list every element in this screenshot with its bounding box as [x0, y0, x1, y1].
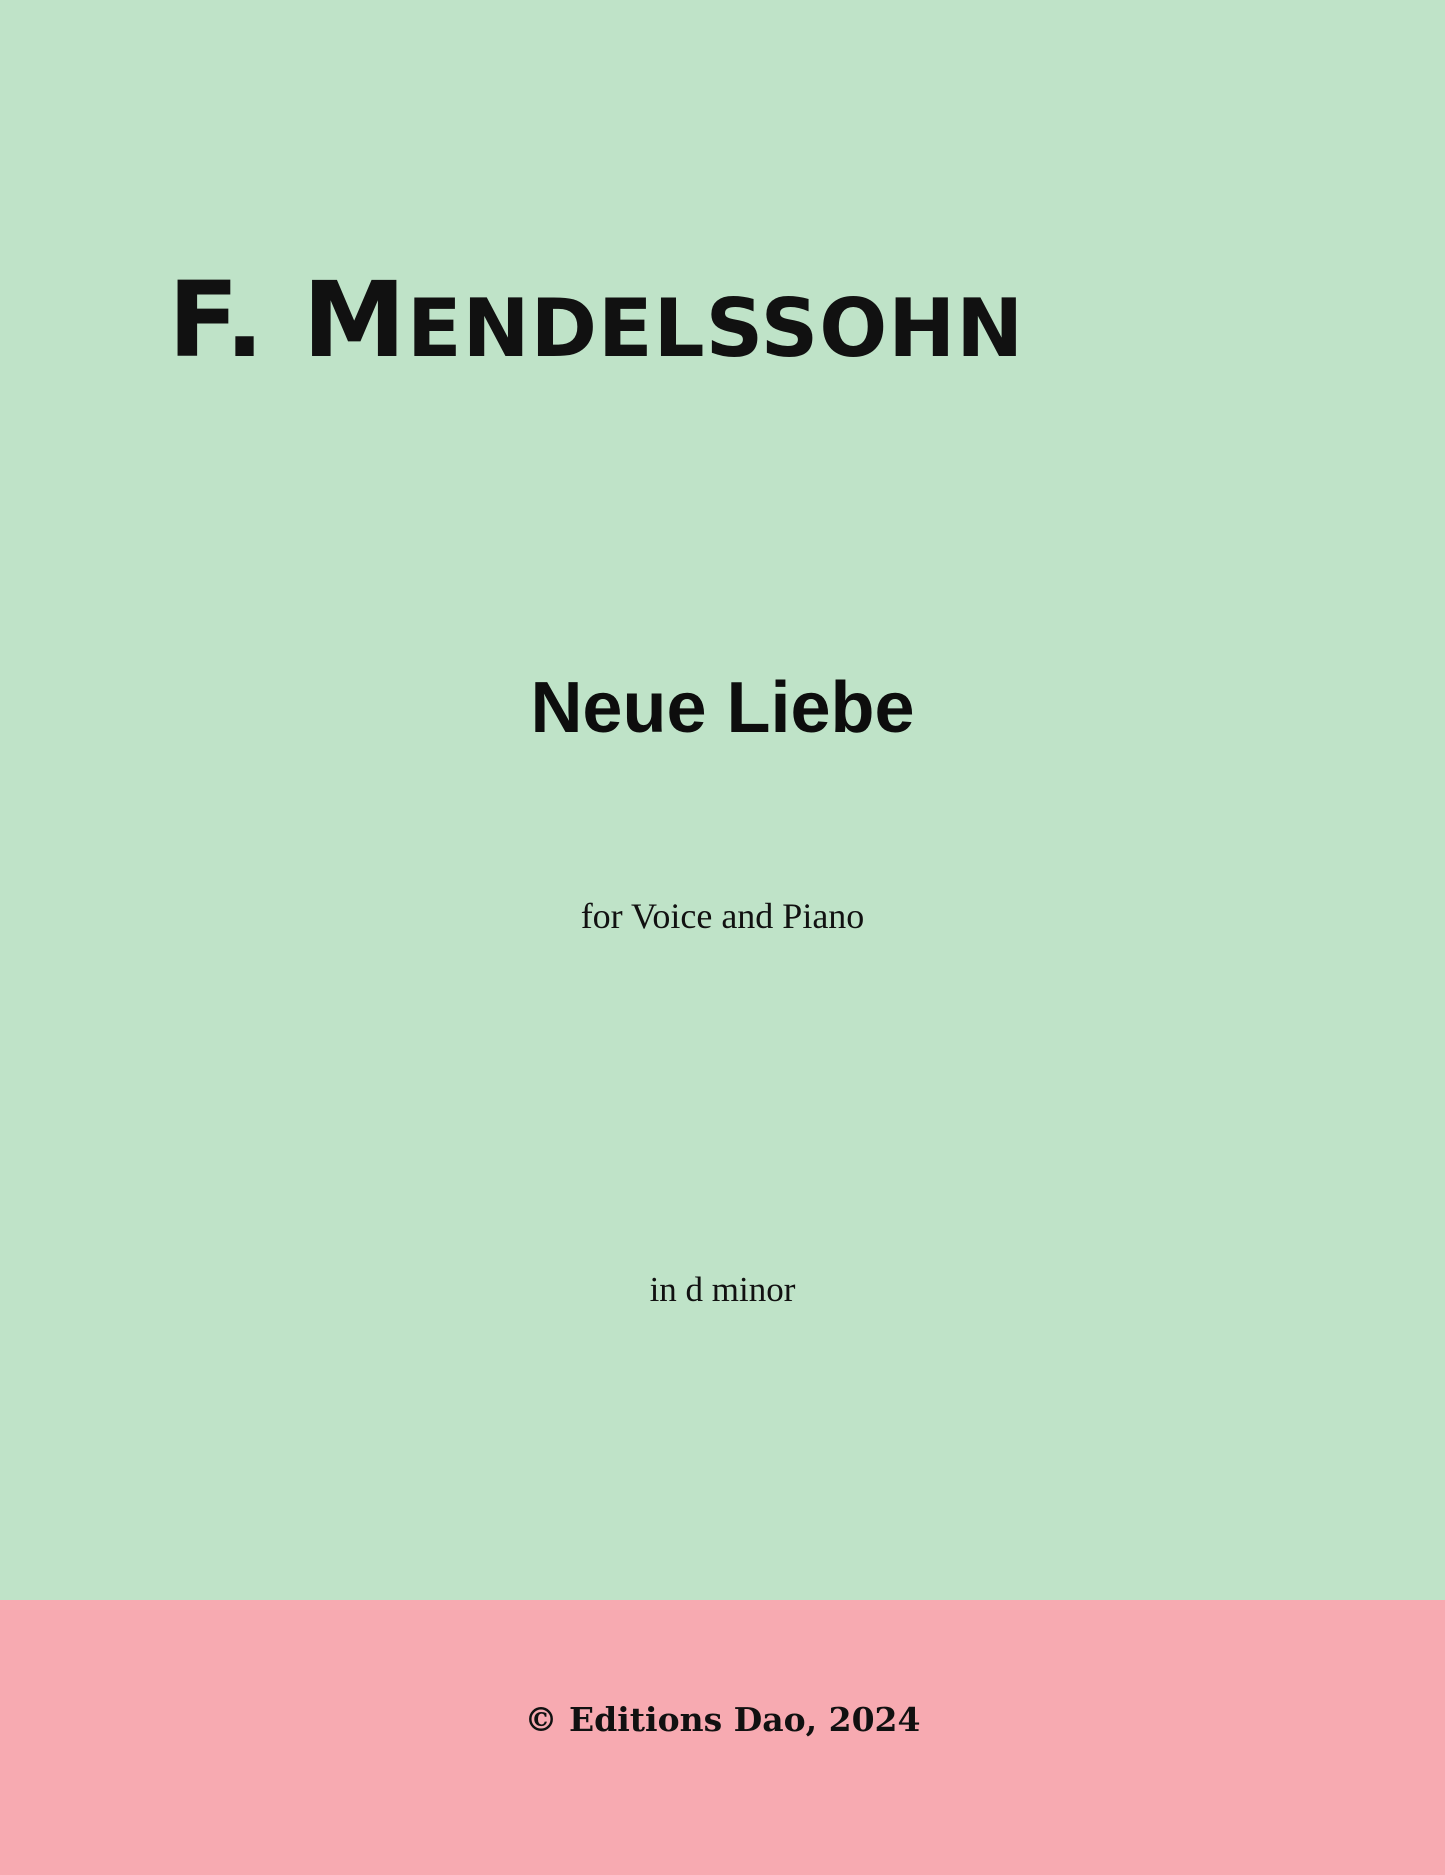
page-title: Neue Liebe	[530, 668, 915, 748]
composer-name-main: F. M	[168, 259, 407, 381]
footer-band	[0, 1600, 1445, 1875]
key-signature-label: in d minor	[649, 1270, 796, 1309]
publisher-credit: © Editions Dao, 2024	[524, 1700, 921, 1739]
composer-name-smallcaps: ENDELSSOHN	[406, 282, 1025, 375]
composer-name	[0, 259, 1445, 381]
instrumentation-subtitle: for Voice and Piano	[580, 896, 865, 936]
